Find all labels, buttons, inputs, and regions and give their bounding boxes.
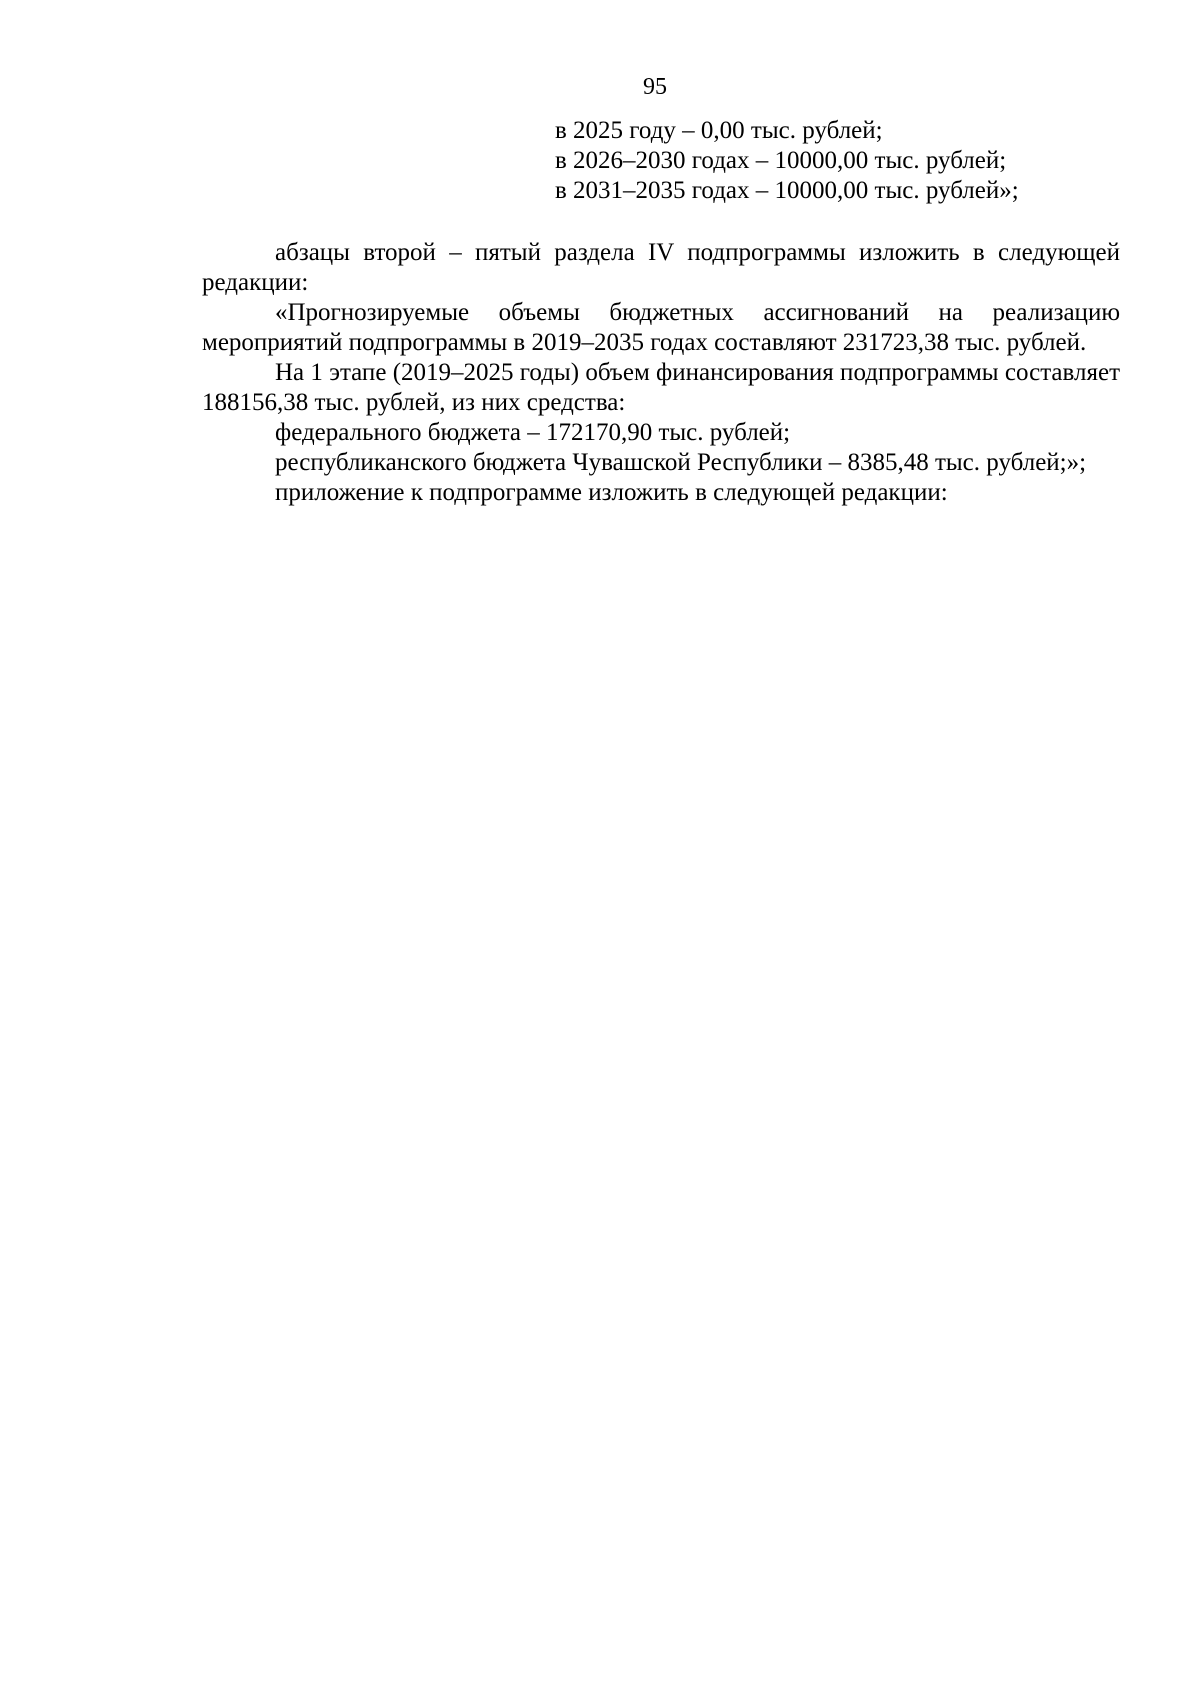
paragraph-forecast-total: «Прогнозируемые объемы бюджетных ассигнований на реализацию мероприятий подпрограммы в 2019–2035 годах составляют 231723,38 тыс. рублей. (202, 299, 1120, 356)
page-number: 95 (643, 74, 667, 100)
paragraph-appendix-amendment: приложение к подпрограмме изложить в следующей редакции: (275, 479, 948, 506)
funding-line-2026-2030: в 2026–2030 годах – 10000,00 тыс. рублей; (555, 147, 1007, 174)
funding-line-2031-2035: в 2031–2035 годах – 10000,00 тыс. рублей»; (555, 177, 1019, 204)
paragraph-amendment-section-iv: абзацы второй – пятый раздела IV подпрограммы изложить в следующей редакции: (202, 239, 1120, 296)
funding-line-2025: в 2025 году – 0,00 тыс. рублей; (555, 117, 883, 144)
funding-periods-block (555, 116, 1115, 206)
body-text (202, 238, 1120, 508)
paragraph-federal-budget: федерального бюджета – 172170,90 тыс. рублей; (275, 419, 791, 446)
paragraph-stage-1: На 1 этапе (2019–2025 годы) объем финансирования подпрограммы составляет 188156,38 тыс. рублей, из них средства: (202, 359, 1120, 416)
paragraph-republican-budget: республиканского бюджета Чувашской Республики – 8385,48 тыс. рублей;»; (275, 449, 1087, 476)
